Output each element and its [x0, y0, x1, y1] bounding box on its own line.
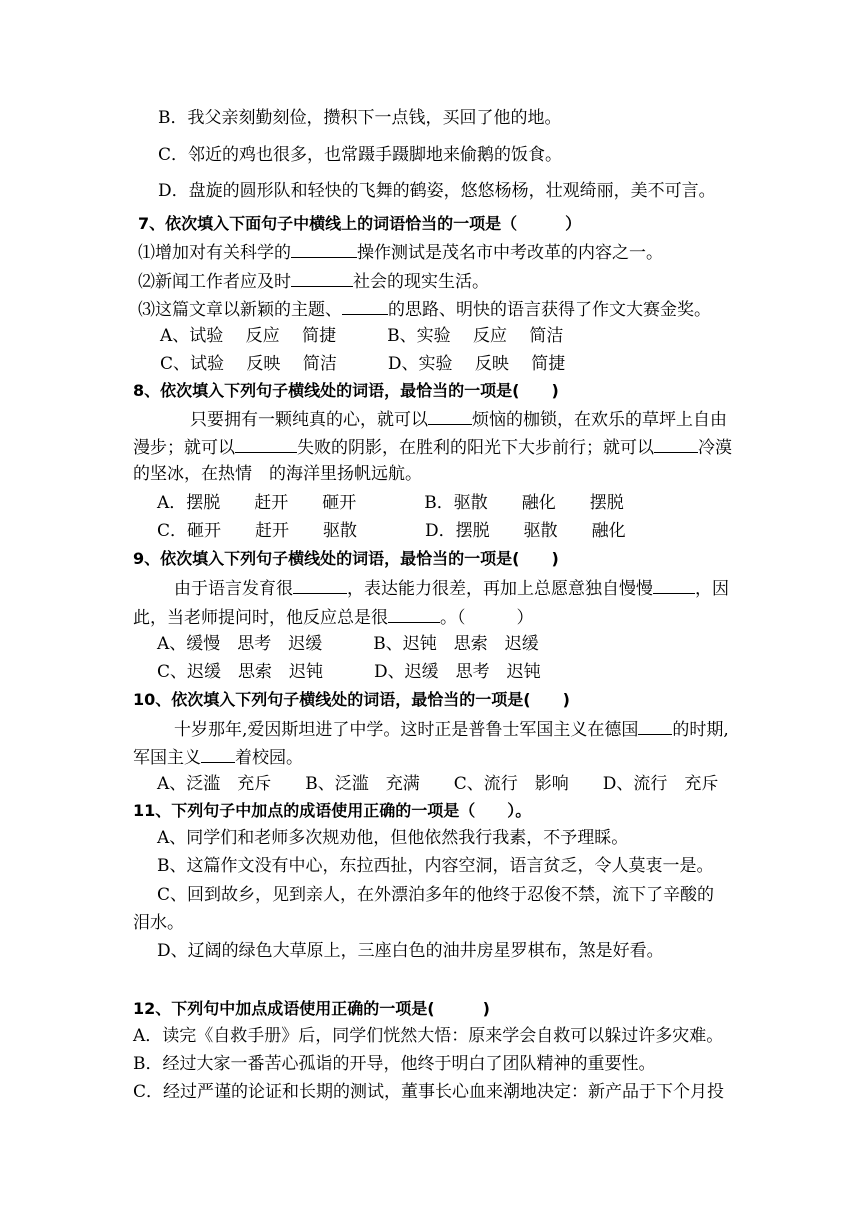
q11-option-c-cont: 泪水。: [133, 913, 184, 933]
option-d-line: D．盘旋的圆形队和轻快的飞舞的鹤姿，悠悠杨杨，壮观绮丽，美不可言。: [158, 181, 716, 201]
question-10: 10、依次填入下列句子横线处的词语，最恰当的一项是( ): [133, 690, 570, 709]
q7-options-ab: A、试验 反应 简捷 B、实验 反应 简洁: [160, 326, 564, 346]
q11-option-c: C、回到故乡，见到亲人，在外漂泊多年的他终于忍俊不禁，流下了辛酸的: [157, 885, 715, 905]
q10-passage-1: 十岁那年,爱因斯坦进了中学。这时正是普鲁士军国主义在德国 的时期,: [174, 720, 729, 740]
q7-options-cd: C、试验 反映 简洁 D、实验 反映 简捷: [160, 354, 566, 374]
option-c-line: C．邻近的鸡也很多，也常蹑手蹑脚地来偷鹅的饭食。: [158, 145, 563, 165]
question-9: 9、依次填入下列句子横线处的词语，最恰当的一项是( ): [133, 549, 559, 568]
q11-option-a: A、同学们和老师多次规劝他，但他依然我行我素，不予理睬。: [157, 828, 629, 848]
q10-passage-2: 军国主义 着校园。: [133, 748, 303, 768]
q8-passage-1: 只要拥有一颗纯真的心，就可以 烦恼的枷锁，在欢乐的草坪上自由: [190, 410, 727, 430]
option-b-line: B．我父亲刻勤刻俭，攒积下一点钱，买回了他的地。: [158, 108, 562, 128]
q11-option-d: D、辽阔的绿色大草原上，三座白色的油井房星罗棋布，煞是好看。: [157, 941, 664, 961]
q7-sentence-2: ⑵新闻工作者应及时 社会的现实生活。: [138, 272, 489, 292]
q12-option-c: C．经过严谨的论证和长期的测试，董事长心血来潮地决定：新产品于下个月投: [133, 1082, 725, 1102]
q11-option-b: B、这篇作文没有中心，东拉西扯，内容空洞，语言贫乏，令人莫衷一是。: [157, 856, 714, 876]
q8-passage-2: 漫步；就可以 失败的阴影，在胜利的阳光下大步前行；就可以 冷漠: [133, 438, 732, 458]
question-8: 8、依次填入下列句子横线处的词语，最恰当的一项是( ): [133, 381, 559, 400]
q7-sentence-3: ⑶这篇文章以新颖的主题、 的思路、明快的语言获得了作文大赛金奖。: [138, 300, 711, 320]
q8-options-ab: A．摆脱 赶开 砸开 B．驱散 融化 摆脱: [157, 493, 624, 513]
q9-options-ab: A、缓慢 思考 迟缓 B、迟钝 思索 迟缓: [157, 634, 539, 654]
question-7: 7、依次填入下面句子中横线上的词语恰当的一项是（ ）: [138, 214, 582, 233]
q7-sentence-1: ⑴增加对有关科学的 操作测试是茂名市中考改革的内容之一。: [138, 243, 663, 263]
q12-option-b: B．经过大家一番苦心孤诣的开导，他终于明白了团队精神的重要性。: [133, 1054, 656, 1074]
q9-passage-2: 此，当老师提问时，他反应总是很 。（ ）: [133, 608, 534, 628]
q8-passage-3: 的坚冰，在热情 的海洋里扬帆远航。: [133, 464, 422, 484]
q12-option-a: A．读完《自救手册》后，同学们恍然大悟：原来学会自救可以躲过许多灾难。: [133, 1026, 724, 1046]
q8-options-cd: C．砸开 赶开 驱散 D．摆脱 驱散 融化: [157, 521, 626, 541]
q9-passage-1: 由于语言发育很 ，表达能力很差，再加上总愿意独自慢慢 ，因: [174, 579, 729, 599]
question-12: 12、下列句中加点成语使用正确的一项是( ): [133, 999, 490, 1018]
q9-options-cd: C、迟缓 思索 迟钝 D、迟缓 思考 迟钝: [157, 662, 541, 682]
question-11: 11、下列句子中加点的成语使用正确的一项是（ ）。: [133, 801, 532, 820]
q10-options: A、泛滥 充斥 B、泛滥 充满 C、流行 影响 D、流行 充斥: [157, 774, 719, 794]
